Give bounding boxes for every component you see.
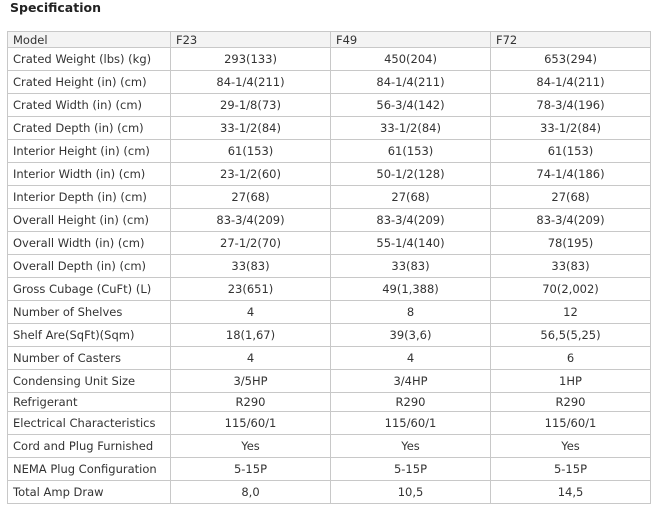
cell-f72: 653(294) <box>491 48 651 71</box>
cell-f72: 5-15P <box>491 458 651 481</box>
row-label: Cord and Plug Furnished <box>8 435 171 458</box>
cell-f72: 12 <box>491 301 651 324</box>
row-label: Crated Weight (lbs) (kg) <box>8 48 171 71</box>
table-row <box>8 140 651 163</box>
header-model-f49: F49 <box>331 32 491 48</box>
table-row <box>8 117 651 140</box>
table-header-row <box>8 32 651 48</box>
row-label: Electrical Characteristics <box>8 412 171 435</box>
row-label: Condensing Unit Size <box>8 370 171 393</box>
row-label: Crated Width (in) (cm) <box>8 94 171 117</box>
cell-f23: 115/60/1 <box>171 412 331 435</box>
cell-f72: 78(195) <box>491 232 651 255</box>
page-title: Specification <box>10 0 101 15</box>
cell-f72: 14,5 <box>491 481 651 504</box>
cell-f49: 33(83) <box>331 255 491 278</box>
cell-f49: 49(1,388) <box>331 278 491 301</box>
cell-f49: 84-1/4(211) <box>331 71 491 94</box>
table-row <box>8 458 651 481</box>
table-row <box>8 255 651 278</box>
row-label: Interior Depth (in) (cm) <box>8 186 171 209</box>
cell-f23: 5-15P <box>171 458 331 481</box>
row-label: Overall Depth (in) (cm) <box>8 255 171 278</box>
cell-f49: 10,5 <box>331 481 491 504</box>
cell-f23: 4 <box>171 347 331 370</box>
cell-f72: 27(68) <box>491 186 651 209</box>
cell-f23: 27-1/2(70) <box>171 232 331 255</box>
cell-f23: 29-1/8(73) <box>171 94 331 117</box>
cell-f49: 56-3/4(142) <box>331 94 491 117</box>
cell-f23: 3/5HP <box>171 370 331 393</box>
cell-f49: 3/4HP <box>331 370 491 393</box>
cell-f49: 39(3,6) <box>331 324 491 347</box>
row-label: Interior Width (in) (cm) <box>8 163 171 186</box>
cell-f49: 50-1/2(128) <box>331 163 491 186</box>
cell-f72: 6 <box>491 347 651 370</box>
cell-f23: 33(83) <box>171 255 331 278</box>
cell-f23: 18(1,67) <box>171 324 331 347</box>
row-label: NEMA Plug Configuration <box>8 458 171 481</box>
cell-f23: 84-1/4(211) <box>171 71 331 94</box>
table-row <box>8 48 651 71</box>
header-label: Model <box>8 32 171 48</box>
cell-f23: 23-1/2(60) <box>171 163 331 186</box>
cell-f23: 83-3/4(209) <box>171 209 331 232</box>
cell-f49: 5-15P <box>331 458 491 481</box>
table-row <box>8 435 651 458</box>
table-row <box>8 324 651 347</box>
header-model-f23: F23 <box>171 32 331 48</box>
table-row <box>8 412 651 435</box>
cell-f23: 61(153) <box>171 140 331 163</box>
row-label: Gross Cubage (CuFt) (L) <box>8 278 171 301</box>
cell-f72: 33(83) <box>491 255 651 278</box>
cell-f72: 61(153) <box>491 140 651 163</box>
table-row <box>8 232 651 255</box>
row-label: Number of Shelves <box>8 301 171 324</box>
row-label: Overall Height (in) (cm) <box>8 209 171 232</box>
row-label: Crated Depth (in) (cm) <box>8 117 171 140</box>
cell-f72: Yes <box>491 435 651 458</box>
table-row <box>8 347 651 370</box>
row-label: Crated Height (in) (cm) <box>8 71 171 94</box>
table-row <box>8 301 651 324</box>
cell-f49: 61(153) <box>331 140 491 163</box>
table-row <box>8 393 651 412</box>
table-row <box>8 481 651 504</box>
cell-f49: 27(68) <box>331 186 491 209</box>
table-row <box>8 186 651 209</box>
cell-f49: 83-3/4(209) <box>331 209 491 232</box>
row-label: Shelf Are(SqFt)(Sqm) <box>8 324 171 347</box>
table-row <box>8 278 651 301</box>
table-row <box>8 94 651 117</box>
header-model-f72: F72 <box>491 32 651 48</box>
cell-f49: 450(204) <box>331 48 491 71</box>
cell-f23: 4 <box>171 301 331 324</box>
cell-f49: 8 <box>331 301 491 324</box>
row-label: Interior Height (in) (cm) <box>8 140 171 163</box>
table-row <box>8 163 651 186</box>
cell-f72: 70(2,002) <box>491 278 651 301</box>
cell-f72: 78-3/4(196) <box>491 94 651 117</box>
row-label: Total Amp Draw <box>8 481 171 504</box>
cell-f72: 83-3/4(209) <box>491 209 651 232</box>
specification-table <box>7 31 651 504</box>
cell-f72: 56,5(5,25) <box>491 324 651 347</box>
cell-f23: 27(68) <box>171 186 331 209</box>
cell-f49: 115/60/1 <box>331 412 491 435</box>
cell-f49: 4 <box>331 347 491 370</box>
cell-f72: 84-1/4(211) <box>491 71 651 94</box>
row-label: Number of Casters <box>8 347 171 370</box>
cell-f23: 23(651) <box>171 278 331 301</box>
cell-f49: 33-1/2(84) <box>331 117 491 140</box>
cell-f23: 293(133) <box>171 48 331 71</box>
table-row <box>8 370 651 393</box>
row-label: Refrigerant <box>8 393 171 412</box>
cell-f23: Yes <box>171 435 331 458</box>
cell-f49: Yes <box>331 435 491 458</box>
row-label: Overall Width (in) (cm) <box>8 232 171 255</box>
cell-f23: 33-1/2(84) <box>171 117 331 140</box>
cell-f72: 74-1/4(186) <box>491 163 651 186</box>
table-row <box>8 209 651 232</box>
cell-f72: 33-1/2(84) <box>491 117 651 140</box>
cell-f72: R290 <box>491 393 651 412</box>
cell-f49: R290 <box>331 393 491 412</box>
cell-f23: 8,0 <box>171 481 331 504</box>
cell-f23: R290 <box>171 393 331 412</box>
cell-f72: 115/60/1 <box>491 412 651 435</box>
cell-f72: 1HP <box>491 370 651 393</box>
cell-f49: 55-1/4(140) <box>331 232 491 255</box>
table-row <box>8 71 651 94</box>
